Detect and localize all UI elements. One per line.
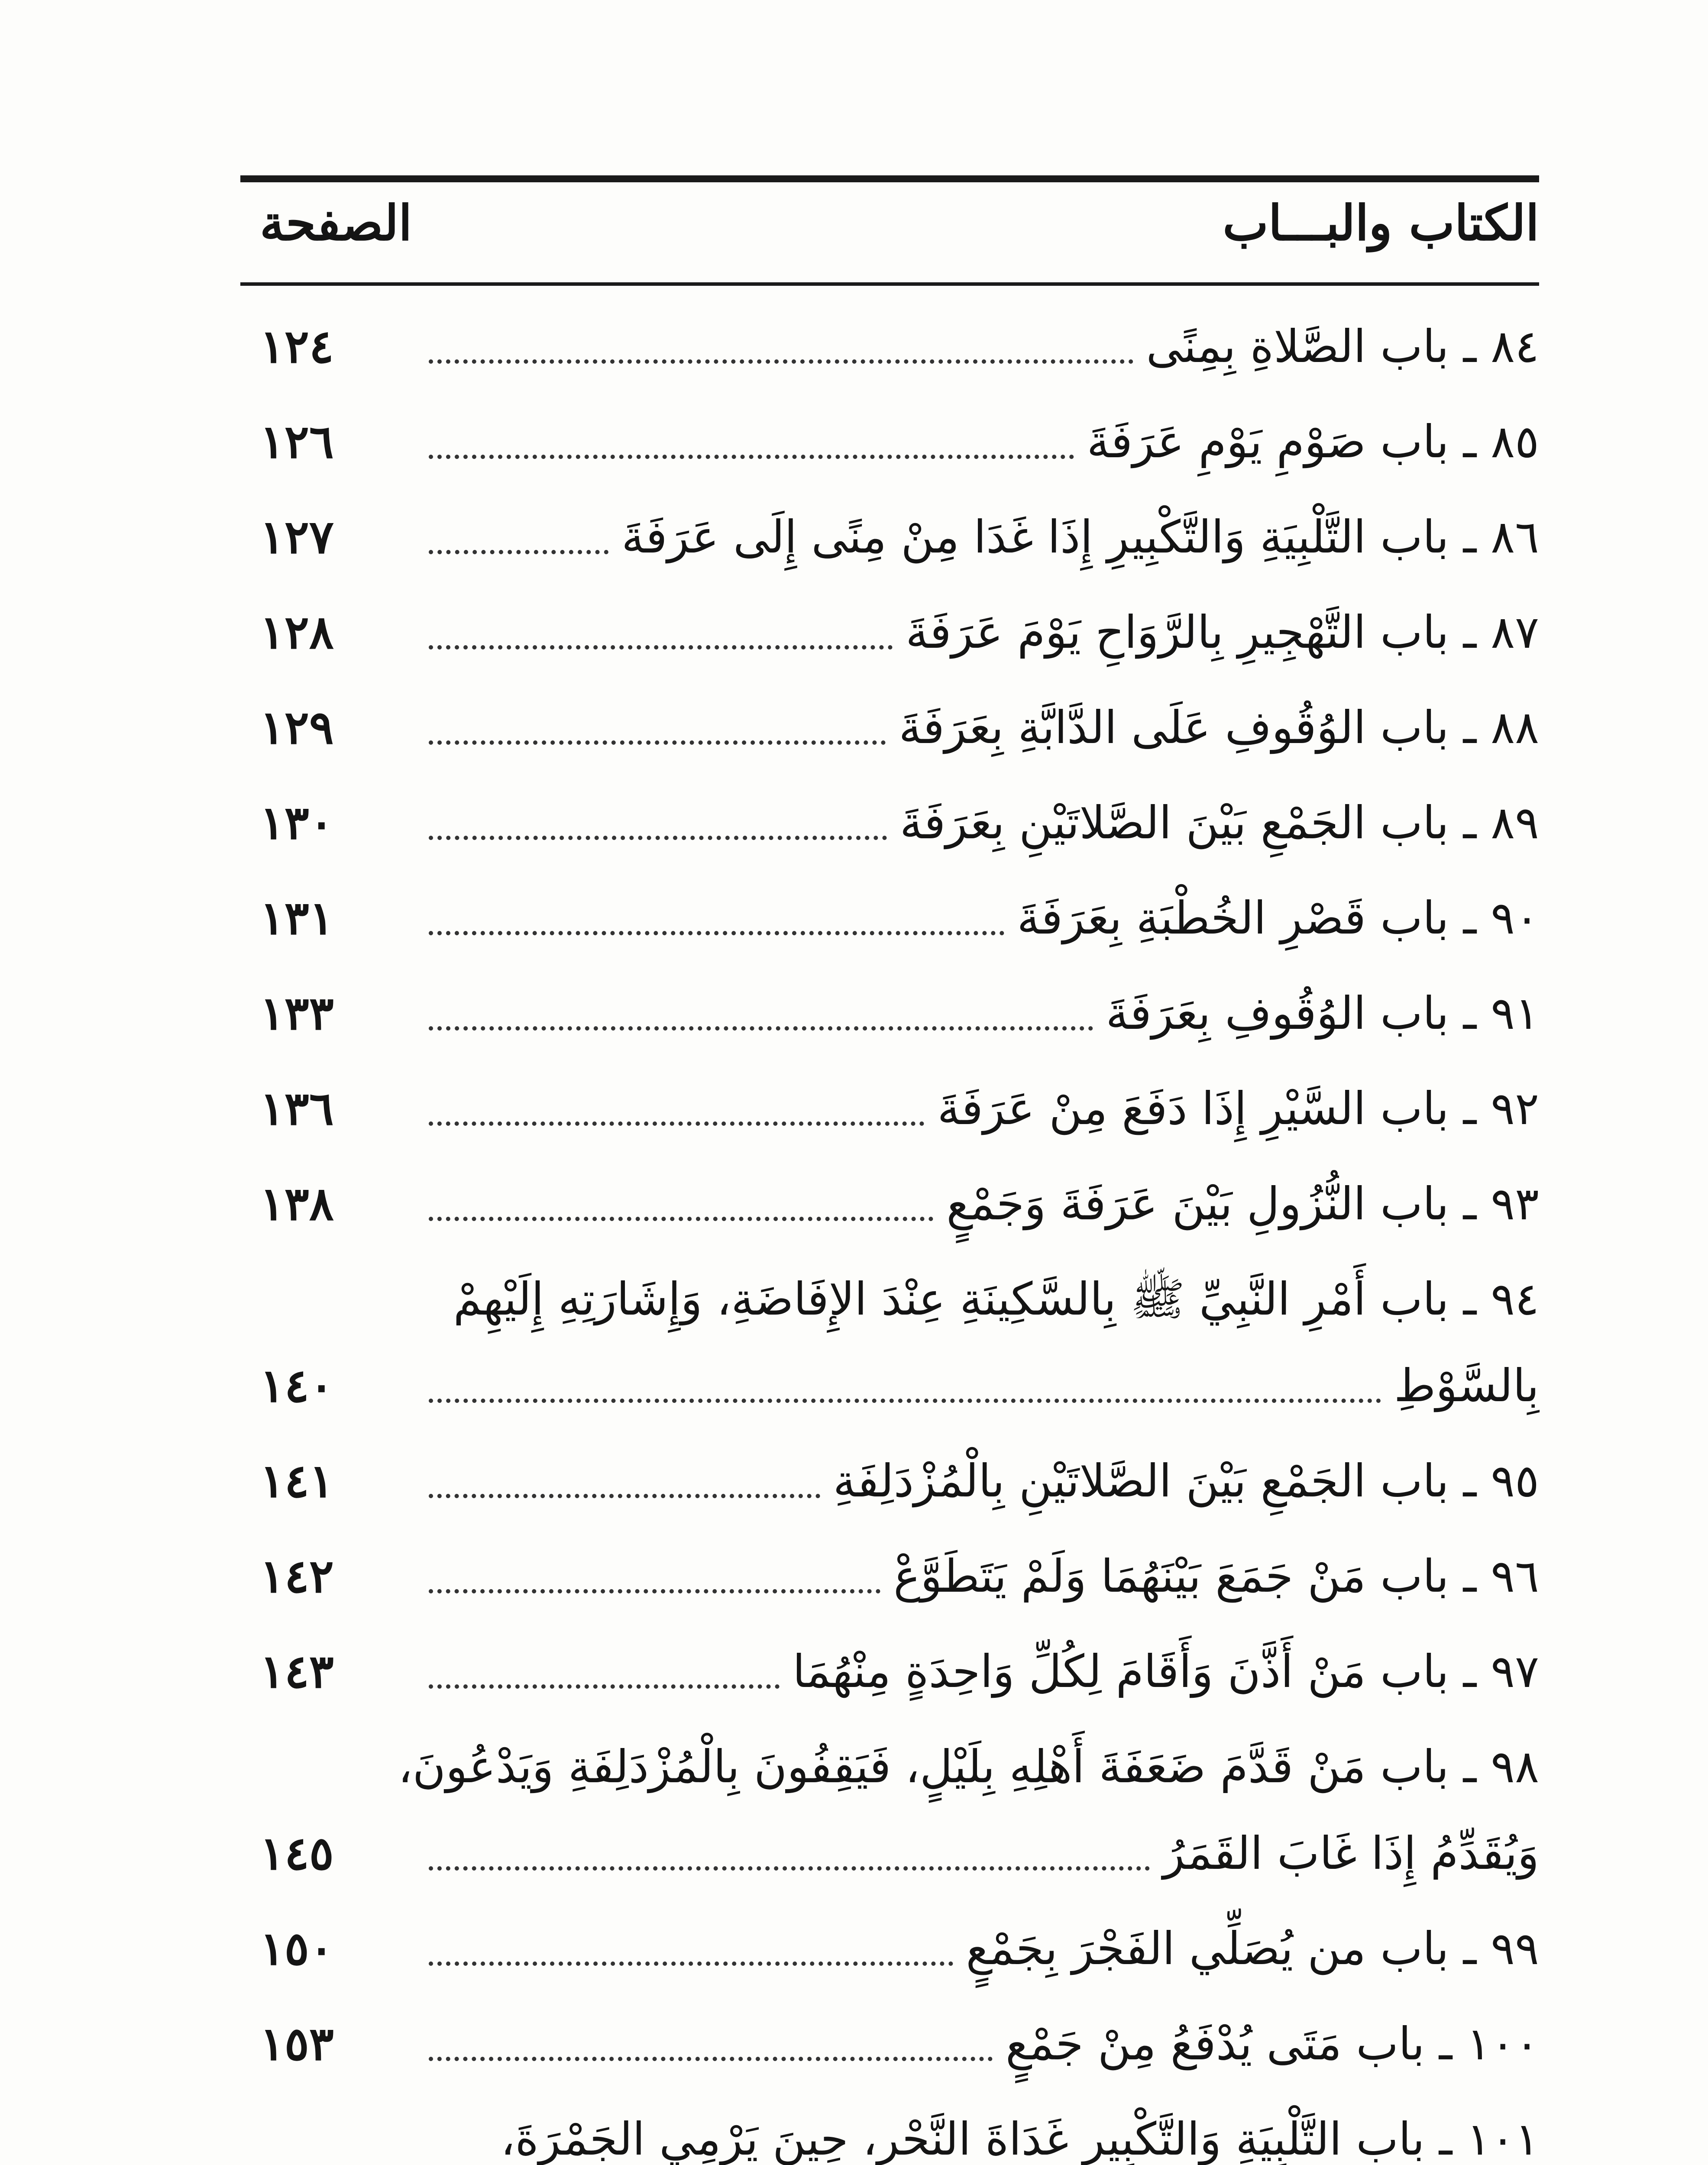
toc-entry-text: باب أَمْرِ النَّبِيِّ ﷺ بِالسَّكِينَةِ عِنْدَ الإِفَاضَةِ، وَإِشَارَتِهِ إِلَيْهِمْ [453, 1272, 1449, 1325]
toc-entry-page: ١٤١ [260, 1454, 334, 1508]
toc-entry-continuation [331, 1810, 1539, 1897]
toc-entry-number: ٩٤ [1491, 1272, 1539, 1325]
toc-entry-title: ٨٤ ـ باب الصَّلاةِ بِمِنًى [1146, 320, 1539, 373]
toc-entry [240, 303, 1539, 398]
dot-leader [429, 1217, 933, 1221]
toc-entry-line [240, 1723, 1539, 1810]
toc-entry-text: باب مَنْ أَذَّنَ وَأَقَامَ لِكُلِّ وَاحِدَةٍ مِنْهُمَا [793, 1645, 1449, 1698]
dot-leader [429, 550, 608, 554]
toc-entry-page: ١٤٣ [260, 1644, 334, 1698]
toc-entry-title [1163, 1826, 1539, 1881]
toc-entry-number: ٨٥ [1491, 415, 1539, 468]
toc-entry-text: باب الجَمْعِ بَيْنَ الصَّلاتَيْنِ بِعَرَفَةَ [899, 796, 1449, 849]
toc-entry-title: ٩١ ـ باب الوُقُوفِ بِعَرَفَةَ [1106, 986, 1539, 1040]
dot-leader [429, 1589, 880, 1593]
dot-leader [429, 931, 1004, 935]
toc-entry-number: ٩٠ [1491, 891, 1539, 944]
toc-entry [240, 2000, 1539, 2096]
column-header-chapter: الكتاب والبـــاب [1223, 195, 1539, 252]
toc-entry [240, 1628, 1539, 1723]
toc-entry-text: باب التَّلْبِيَةِ وَالتَّكْبِيرِ غَدَاةَ النَّحْرِ، حِينَ يَرْمِي الجَمْرَةَ، [500, 2112, 1425, 2165]
dot-leader [429, 1399, 1381, 1403]
toc-entry-number: ٩٦ [1491, 1549, 1539, 1603]
toc-entry-line [240, 2096, 1539, 2165]
toc-entry-text: باب الصَّلاةِ بِمِنًى [1146, 320, 1449, 373]
toc-entry-title: ٨٨ ـ باب الوُقُوفِ عَلَى الدَّابَّةِ بِعَرَفَةَ [899, 701, 1539, 754]
toc-entry-text: باب التَّلْبِيَةِ وَالتَّكْبِيرِ إِذَا غَدَا مِنْ مِنًى إِلَى عَرَفَةَ [621, 510, 1449, 563]
toc-entry-number: ٩٩ [1491, 1922, 1539, 1975]
toc-entry-number: ٨٧ [1491, 605, 1539, 659]
toc-entry-page: ١٤٥ [260, 1826, 334, 1880]
toc-entry-text: باب النُّزُولِ بَيْنَ عَرَفَةَ وَجَمْعٍ [946, 1177, 1449, 1230]
toc-entry [240, 1256, 1539, 1438]
toc-entry-text: باب من يُصَلِّي الفَجْرَ بِجَمْعٍ [966, 1922, 1449, 1975]
toc-entry-text: باب الوُقُوفِ عَلَى الدَّابَّةِ بِعَرَفَةَ [899, 701, 1449, 754]
dot-leader [429, 645, 893, 650]
toc-entry-line [240, 1628, 1539, 1715]
toc-entry [240, 684, 1539, 779]
toc-entry-title: ٩٩ ـ باب من يُصَلِّي الفَجْرَ بِجَمْعٍ [966, 1922, 1539, 1975]
toc-entry-text: باب صَوْمِ يَوْمِ عَرَفَةَ [1087, 415, 1449, 468]
header-rule [240, 282, 1539, 286]
toc-entry-title: ٩٣ ـ باب النُّزُولِ بَيْنَ عَرَفَةَ وَجَمْعٍ [946, 1177, 1539, 1230]
toc-entry-text: باب السَّيْرِ إِذَا دَفَعَ مِنْ عَرَفَةَ [937, 1082, 1449, 1135]
toc-entry-title: ٩٠ ـ باب قَصْرِ الخُطْبَةِ بِعَرَفَةَ [1017, 891, 1539, 944]
toc-entry-line [240, 1256, 1539, 1342]
toc-entry-line [240, 494, 1539, 580]
toc-entry-page: ١٢٩ [260, 700, 334, 754]
toc-entry-title: ٩٨ ـ باب مَنْ قَدَّمَ ضَعَفَةَ أَهْلِهِ بِلَيْلٍ، فَيَقِفُونَ بِالْمُزْدَلِفَةِ وَيَدْعُونَ، [398, 1740, 1539, 1793]
toc-entry-number: ٩٢ [1491, 1082, 1539, 1135]
toc-entry-title: ٨٦ ـ باب التَّلْبِيَةِ وَالتَّكْبِيرِ إِذَا غَدَا مِنْ مِنًى إِلَى عَرَفَةَ [621, 510, 1539, 563]
toc-entry-page: ١٣٣ [260, 986, 334, 1040]
toc-entry [240, 398, 1539, 494]
dot-leader [429, 455, 1074, 459]
toc-entry-number: ٨٤ [1491, 320, 1539, 373]
toc-entry-text: باب مَنْ جَمَعَ بَيْنَهُمَا وَلَمْ يَتَطَوَّعْ [893, 1549, 1449, 1603]
toc-entry-line [240, 684, 1539, 771]
toc-entry [240, 970, 1539, 1065]
toc-entry-text: باب التَّهْجِيرِ بِالرَّوَاحِ يَوْمَ عَرَفَةَ [906, 605, 1449, 659]
toc-entry-line [240, 2000, 1539, 2087]
dot-leader [429, 1684, 780, 1689]
toc-entry-number: ٩٧ [1491, 1645, 1539, 1698]
toc-entry-line [240, 303, 1539, 390]
toc-entry [240, 1065, 1539, 1160]
dot-leader [429, 836, 887, 840]
toc-entry-number: ٩١ [1491, 986, 1539, 1040]
toc-entry-title: ٩٥ ـ باب الجَمْعِ بَيْنَ الصَّلاتَيْنِ بِالْمُزْدَلِفَةِ [833, 1454, 1539, 1507]
table-header [240, 195, 1539, 264]
toc-entry [240, 1533, 1539, 1628]
toc-entry-title [1394, 1359, 1539, 1413]
toc-entry-page: ١٢٤ [260, 319, 334, 373]
toc-entry [240, 2096, 1539, 2165]
toc-entry-line [240, 970, 1539, 1057]
toc-entry-text: بِالسَّوْطِ [1394, 1359, 1539, 1412]
toc-entry [240, 779, 1539, 875]
toc-entry-text: باب الجَمْعِ بَيْنَ الصَّلاتَيْنِ بِالْمُزْدَلِفَةِ [833, 1454, 1449, 1507]
toc-entry [240, 1160, 1539, 1256]
dot-leader [429, 359, 1133, 364]
toc-entry-title: ٩٧ ـ باب مَنْ أَذَّنَ وَأَقَامَ لِكُلِّ وَاحِدَةٍ مِنْهُمَا [793, 1645, 1539, 1698]
toc-entry-title: ٨٩ ـ باب الجَمْعِ بَيْنَ الصَّلاتَيْنِ بِعَرَفَةَ [899, 796, 1539, 849]
toc-entry-page: ١٢٧ [260, 510, 334, 564]
dot-leader [429, 740, 886, 745]
dot-leader [429, 1121, 924, 1126]
toc-entry-number: ٨٩ [1491, 796, 1539, 849]
toc-entry-number: ٩٥ [1491, 1454, 1539, 1507]
table-of-contents [240, 303, 1539, 2165]
toc-entry-page: ١٤٠ [260, 1358, 334, 1412]
toc-entry-title: ٩٢ ـ باب السَّيْرِ إِذَا دَفَعَ مِنْ عَرَفَةَ [937, 1082, 1539, 1135]
toc-entry-number: ١٠١ [1466, 2112, 1539, 2165]
toc-entry [240, 494, 1539, 589]
toc-entry [240, 1438, 1539, 1533]
toc-entry-title: ١٠٠ ـ باب مَتَى يُدْفَعُ مِنْ جَمْعٍ [1006, 2017, 1539, 2070]
toc-entry-number: ٨٦ [1491, 510, 1539, 563]
toc-entry-page: ١٢٦ [260, 414, 334, 469]
toc-entry-line [240, 1905, 1539, 1992]
dot-leader [429, 1866, 1150, 1871]
toc-entry-text: باب قَصْرِ الخُطْبَةِ بِعَرَفَةَ [1017, 891, 1449, 944]
toc-entry-number: ١٠٠ [1466, 2017, 1539, 2070]
toc-entry [240, 1905, 1539, 2000]
toc-entry-title: ١٠١ ـ باب التَّلْبِيَةِ وَالتَّكْبِيرِ غَدَاةَ النَّحْرِ، حِينَ يَرْمِي الجَمْرَةَ، [500, 2112, 1539, 2165]
dot-leader [429, 1026, 1093, 1031]
toc-entry [240, 589, 1539, 684]
toc-entry-number: ٩٨ [1491, 1740, 1539, 1793]
toc-entry-line [240, 875, 1539, 961]
dot-leader [429, 1494, 820, 1498]
toc-entry-line [240, 1160, 1539, 1247]
top-rule [240, 175, 1539, 182]
toc-entry-title: ٩٤ ـ باب أَمْرِ النَّبِيِّ ﷺ بِالسَّكِينَةِ عِنْدَ الإِفَاضَةِ، وَإِشَارَتِهِ إِلَيْهِمْ [453, 1272, 1539, 1325]
toc-entry-number: ٨٨ [1491, 701, 1539, 754]
toc-entry-title: ٨٥ ـ باب صَوْمِ يَوْمِ عَرَفَةَ [1087, 415, 1539, 468]
toc-entry-title: ٩٦ ـ باب مَنْ جَمَعَ بَيْنَهُمَا وَلَمْ يَتَطَوَّعْ [893, 1549, 1539, 1603]
toc-entry-line [240, 1533, 1539, 1619]
toc-entry-text: وَيُقَدِّمُ إِذَا غَابَ القَمَرُ [1163, 1826, 1539, 1880]
toc-entry-page: ١٥٣ [260, 2016, 334, 2071]
dot-leader [429, 1961, 953, 1966]
toc-entry-line [240, 1065, 1539, 1152]
toc-entry-text: باب مَتَى يُدْفَعُ مِنْ جَمْعٍ [1006, 2017, 1425, 2070]
toc-entry [240, 875, 1539, 970]
toc-entry-page: ١٣٠ [260, 795, 334, 850]
toc-entry-page: ١٣٨ [260, 1176, 334, 1231]
toc-entry [240, 1723, 1539, 1905]
toc-entry-number: ٩٣ [1491, 1177, 1539, 1230]
toc-entry-line [240, 779, 1539, 866]
toc-entry-title: ٨٧ ـ باب التَّهْجِيرِ بِالرَّوَاحِ يَوْمَ عَرَفَةَ [906, 605, 1539, 659]
toc-entry-line [240, 398, 1539, 485]
toc-entry-text: باب الوُقُوفِ بِعَرَفَةَ [1106, 986, 1449, 1040]
toc-entry-page: ١٢٨ [260, 605, 334, 659]
toc-entry-line [240, 589, 1539, 675]
toc-entry-text: باب مَنْ قَدَّمَ ضَعَفَةَ أَهْلِهِ بِلَيْلٍ، فَيَقِفُونَ بِالْمُزْدَلِفَةِ وَيَدْعُونَ، [398, 1740, 1449, 1793]
toc-entry-line [240, 1438, 1539, 1524]
dot-leader [429, 2057, 993, 2061]
toc-entry-page: ١٤٢ [260, 1549, 334, 1603]
toc-entry-page: ١٣٦ [260, 1081, 334, 1135]
toc-entry-page: ١٣١ [260, 891, 334, 945]
toc-entry-page: ١٥٠ [260, 1921, 334, 1975]
toc-entry-continuation [331, 1342, 1539, 1429]
column-header-page: الصفحة [260, 195, 412, 252]
